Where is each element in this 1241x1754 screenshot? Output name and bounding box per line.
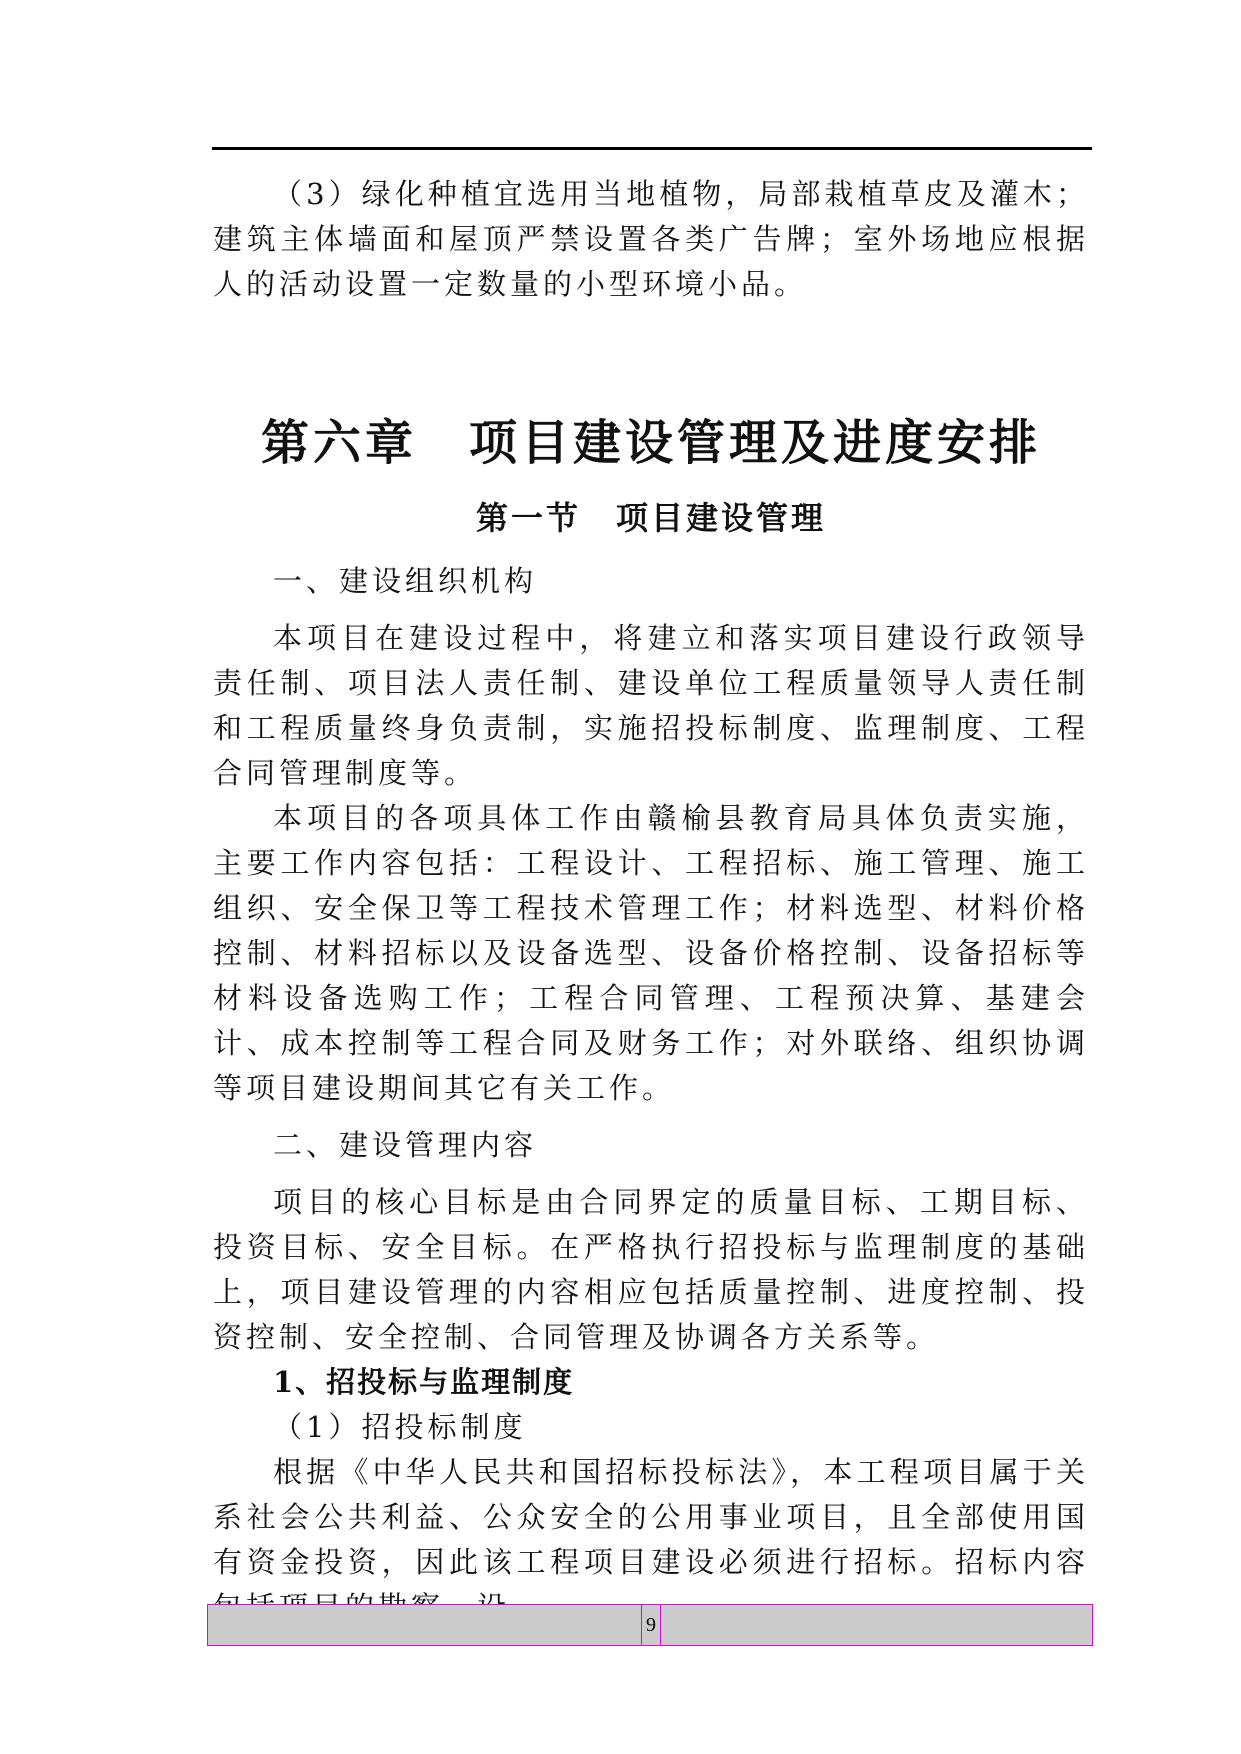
paragraph-work-scope: 本项目的各项具体工作由赣榆县教育局具体负责实施，主要工作内容包括：工程设计、工程招标、施工管理、施工组织、安全保卫等工程技术管理工作；材料选型、材料价格控制、材料招标以及设备选型、设备价格控制、设备招标等材料设备选购工作；工程合同管理、工程预决算、基建会计、成本控制等工程合同及财务工作；对外联络、组织协调等项目建设期间其它有关工作。 — [213, 801, 1089, 1105]
paragraph-responsibility: 本项目在建设过程中，将建立和落实项目建设行政领导责任制、项目法人责任制、建设单位工程质量领导人责任制和工程质量终身负责制，实施招投标制度、监理制度、工程合同管理制度等。 — [213, 621, 1089, 790]
page-number: 9 — [641, 1604, 661, 1646]
heading-organization: 一、建设组织机构 — [273, 564, 538, 598]
section-title: 第一节 项目建设管理 — [475, 499, 826, 537]
header-rule — [212, 147, 1092, 150]
paragraph-core-goals: 项目的核心目标是由合同界定的质量目标、工期目标、投资目标、安全目标。在严格执行招投标与监理制度的基础上，项目建设管理的内容相应包括质量控制、进度控制、投资控制、安全控制、合同管理及协调各方关系等。 — [213, 1185, 1089, 1354]
chapter-title: 第六章 项目建设管理及进度安排 — [260, 415, 1041, 471]
subheading-bidding-system: （1）招投标制度 — [273, 1410, 527, 1444]
heading-management-content: 二、建设管理内容 — [273, 1128, 538, 1162]
paragraph-bidding-law: 根据《中华人民共和国招标投标法》，本工程项目属于关系社会公共利益、公众安全的公用事业项目，且全部使用国有资金投资，因此该工程项目建设必须进行招标。招标内容 — [213, 1455, 1089, 1579]
subheading-bidding-supervision: 1、招投标与监理制度 — [273, 1365, 575, 1399]
intro-paragraph: （3）绿化种植宜选用当地植物，局部栽植草皮及灌木；建筑主体墙面和屋顶严禁设置各类广告牌；室外场地应根据人的活动设置一定数量的小型环境小品。 — [213, 177, 1089, 301]
document-body — [213, 172, 1089, 1630]
